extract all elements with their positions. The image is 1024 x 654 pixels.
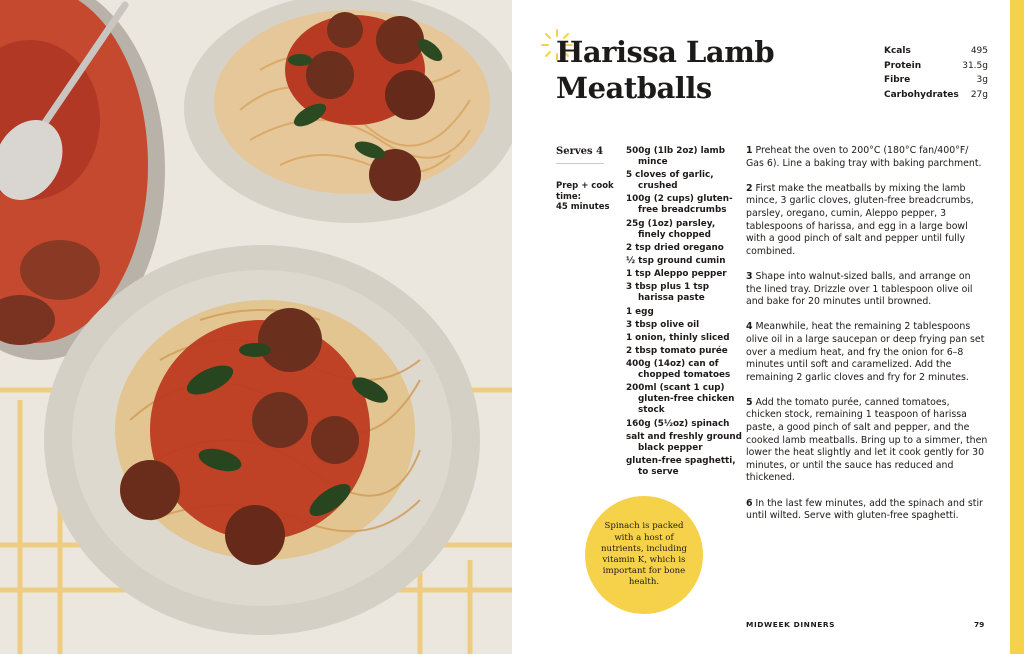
method-step [746, 271, 988, 309]
ingredient-item: 3 tbsp plus 1 tsp harissa paste [626, 282, 710, 304]
ingredient-item: 1 egg [626, 306, 654, 317]
nutrition-row [884, 59, 988, 74]
ingredient-item: 25g (1oz) parsley, finely chopped [626, 218, 716, 240]
method-step [746, 145, 988, 170]
nutrition-value: 27g [970, 89, 988, 100]
ingredient-item: 5 cloves of garlic, crushed [626, 170, 714, 192]
ingredient-item: 200ml (scant 1 cup) gluten-free chicken stock [626, 383, 735, 416]
nutrition-row [884, 88, 988, 103]
page-edge-accent [1010, 0, 1024, 654]
method-step [746, 321, 988, 384]
recipe-title-line1: Harissa Lamb [556, 35, 775, 69]
prep-time-line: time: [556, 191, 581, 202]
ingredient-item: 1 onion, thinly sliced [626, 332, 730, 343]
step-number: 4 [746, 321, 753, 333]
prep-time-line: Prep + cook [556, 181, 614, 191]
ingredient-item: 2 tsp dried oregano [626, 242, 724, 253]
ingredient-item: 160g (5½oz) spinach [626, 418, 730, 429]
recipe-title [556, 34, 816, 106]
step-text: First make the meatballs by mixing the lamb mince, 3 garlic cloves, gluten-free breadcrumbs, parsley, oregano, cumin, Aleppo pepper, 3 tablespoons of harissa, and egg in a large bowl with a good pinch of salt and pepper until fully combined. [746, 182, 974, 257]
tip-text: Spinach is packed with a host of nutrients, including vitamin K, which is important for bone health. [601, 521, 687, 588]
step-text: Add the tomato purée, canned tomatoes, chicken stock, remaining 1 teaspoon of harissa paste, a good pinch of salt and pepper, and the cooked lamb meatballs. Bring up to a simmer, then lower the heat slightly and let it cook gently for 30 minutes, or until the sauce has reduced and thickened. [746, 396, 988, 484]
recipe-title-line2: Meatballs [556, 71, 712, 105]
footer-section: MIDWEEK DINNERS [746, 620, 836, 629]
step-number: 2 [746, 182, 753, 194]
ingredient-item: 400g (14oz) can of chopped tomatoes [626, 359, 731, 381]
nutrition-value: 495 [970, 46, 988, 56]
step-number: 5 [746, 396, 753, 408]
serves-info [556, 146, 616, 213]
step-number: 1 [746, 145, 753, 156]
step-text: Shape into walnut-sized balls, and arrange on the lined tray. Drizzle over 1 tablespoon olive oil and bake for 20 minutes until browned. [746, 270, 973, 308]
ingredient-item: salt and freshly ground black pepper [626, 431, 742, 453]
method-step [746, 498, 988, 523]
ingredient-item: 1 tsp Aleppo pepper [626, 269, 727, 280]
method-steps [746, 145, 988, 535]
nutrition-label: Fibre [884, 75, 911, 85]
nutrition-label: Kcals [884, 46, 911, 56]
prep-time [556, 181, 616, 213]
prep-time-line: 45 minutes [556, 202, 610, 212]
ingredients-list [626, 146, 744, 480]
nutrition-panel [884, 44, 988, 102]
nutrition-label: Protein [884, 60, 922, 71]
recipe-page [512, 0, 1024, 654]
ingredient-item: 2 tbsp tomato purée [626, 346, 728, 357]
method-step [746, 397, 988, 485]
nutrition-row [884, 44, 988, 59]
nutrition-value: 3g [976, 75, 988, 85]
ingredient-item: 3 tbsp olive oil [626, 319, 700, 330]
nutrition-label: Carbohydrates [884, 89, 959, 100]
step-text: Meanwhile, heat the remaining 2 tablespoons olive oil in a large saucepan or deep frying pan set over a medium heat, and fry the onion for 6–8 minutes until soft and caramelized. Add the remaining 2 garlic cloves and fry for 2 minutes. [746, 321, 985, 383]
step-text: Preheat the oven to 200°C (180°C fan/400°F/ Gas 6). Line a baking tray with baking parchment. [746, 145, 982, 169]
serves-label: Serves 4 [556, 146, 604, 164]
nutrition-row [884, 73, 988, 88]
tip-circle [585, 496, 703, 614]
step-number: 6 [746, 497, 753, 509]
ingredient-item: gluten-free spaghetti, to serve [626, 456, 736, 477]
step-text: In the last few minutes, add the spinach and stir until wilted. Serve with gluten-free spaghetti. [746, 497, 983, 522]
nutrition-value: 31.5g [962, 60, 988, 71]
ingredient-item: 500g (1lb 2oz) lamb mince [626, 146, 726, 167]
step-number: 3 [746, 270, 753, 282]
page-number: 79 [974, 620, 985, 629]
method-step [746, 183, 988, 259]
ingredient-item: 100g (2 cups) gluten-free breadcrumbs [626, 194, 733, 216]
ingredient-item: ½ tsp ground cumin [626, 255, 726, 266]
